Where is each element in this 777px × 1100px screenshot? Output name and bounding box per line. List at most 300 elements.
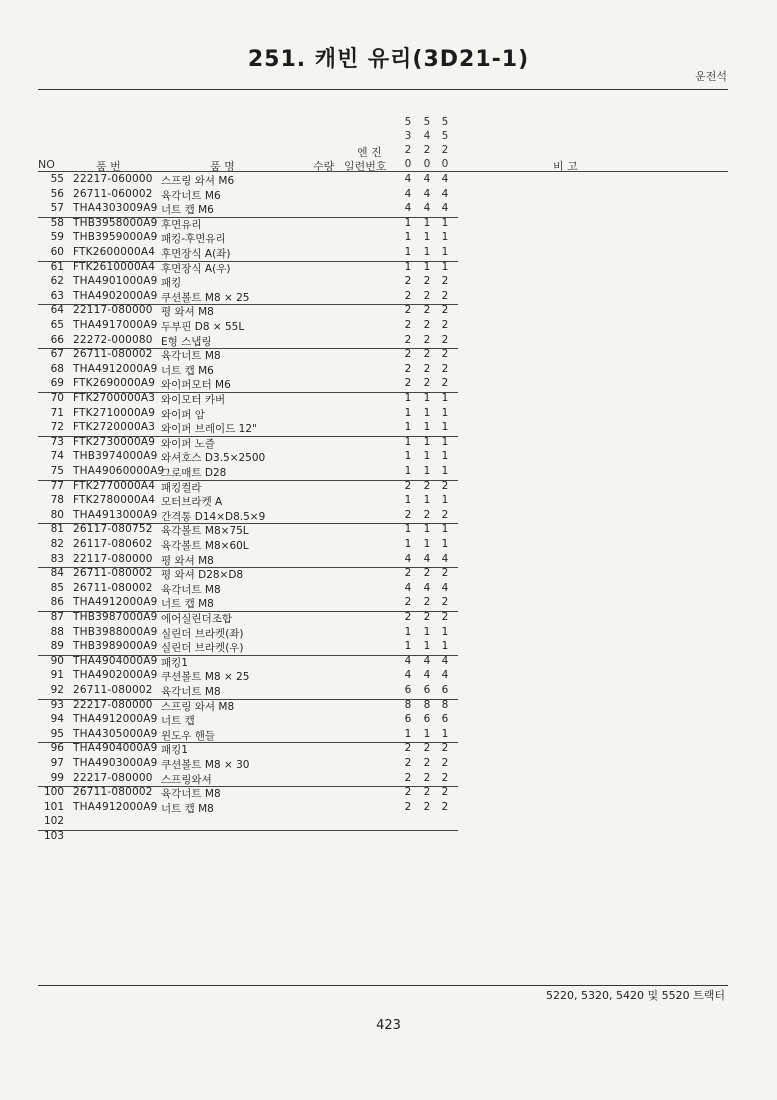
quantity-cell: 2 bbox=[423, 567, 431, 580]
quantity-cell: 2 bbox=[441, 348, 449, 361]
part-name: 쿠션볼트 M8 × 25 bbox=[161, 671, 250, 684]
quantity-cell: 4 bbox=[423, 552, 431, 565]
item-number: 83 bbox=[50, 552, 64, 565]
quantity-cell: 6 bbox=[404, 684, 412, 696]
quantity-cell: 2 bbox=[423, 377, 431, 390]
part-number: 22217-060000 bbox=[73, 173, 153, 185]
quantity-cell: 2 bbox=[441, 289, 449, 302]
table-row bbox=[38, 538, 458, 553]
item-number: 65 bbox=[50, 319, 64, 331]
table-row bbox=[38, 465, 458, 481]
table-row bbox=[38, 669, 458, 684]
table-row bbox=[38, 377, 458, 393]
quantity-cell: 4 bbox=[423, 173, 431, 185]
quantity-cell: 2 bbox=[404, 479, 412, 492]
item-number: 99 bbox=[50, 771, 64, 784]
quantity-cell: 4 bbox=[441, 581, 449, 594]
table-row bbox=[38, 772, 458, 788]
quantity-cell: 1 bbox=[404, 625, 412, 638]
quantity-cell: 1 bbox=[441, 406, 449, 419]
quantity-cell: 1 bbox=[404, 435, 412, 448]
table-row bbox=[38, 757, 458, 772]
item-number: 63 bbox=[50, 289, 64, 302]
quantity-cell: 6 bbox=[423, 684, 431, 696]
col-remarks-header: 비 고 bbox=[553, 160, 578, 173]
quantity-cell: 1 bbox=[441, 625, 449, 638]
quantity-cell: 4 bbox=[404, 173, 412, 185]
quantity-cell: 4 bbox=[423, 669, 431, 682]
table-row bbox=[38, 786, 458, 801]
table-row bbox=[38, 450, 458, 465]
col-serial-header: 일련번호 bbox=[344, 160, 387, 173]
quantity-cell: 1 bbox=[441, 538, 449, 550]
quantity-cell: 2 bbox=[441, 362, 449, 375]
part-number: 26711-080002 bbox=[73, 581, 153, 594]
quantity-cell: 2 bbox=[404, 800, 412, 813]
table-row bbox=[38, 392, 458, 407]
part-name: 육각너트 M8 bbox=[161, 350, 221, 363]
quantity-cell: 2 bbox=[441, 786, 449, 799]
quantity-cell: 1 bbox=[404, 640, 412, 653]
part-number: THA4917000A9 bbox=[73, 319, 158, 331]
table-row bbox=[38, 655, 458, 670]
table-row bbox=[38, 684, 458, 700]
item-number: 62 bbox=[50, 275, 64, 288]
part-number: 26711-080002 bbox=[73, 348, 153, 361]
quantity-cell: 1 bbox=[423, 231, 431, 244]
quantity-cell: 4 bbox=[441, 187, 449, 200]
quantity-cell: 1 bbox=[423, 406, 431, 419]
table-row bbox=[38, 261, 458, 276]
col-engine-header: 엔 진 bbox=[357, 146, 382, 159]
quantity-cell: 1 bbox=[423, 523, 431, 536]
item-number: 80 bbox=[50, 508, 64, 521]
part-name: 에어실린더조합 bbox=[161, 613, 233, 625]
quantity-cell: 1 bbox=[423, 640, 431, 653]
item-number: 102 bbox=[43, 815, 64, 828]
header-rule bbox=[38, 89, 728, 90]
model-digit: 3 bbox=[404, 130, 412, 142]
quantity-cell: 2 bbox=[404, 319, 412, 331]
part-name: 육각볼트 M8×60L bbox=[161, 540, 249, 552]
item-number: 90 bbox=[50, 654, 64, 667]
quantity-cell: 1 bbox=[423, 465, 431, 477]
table-row bbox=[38, 494, 458, 509]
quantity-cell: 1 bbox=[423, 216, 431, 229]
part-name: 스프링 와셔 M6 bbox=[161, 175, 235, 187]
part-number: 26711-060002 bbox=[73, 187, 153, 200]
quantity-cell: 2 bbox=[423, 508, 431, 521]
model-digit: 5 bbox=[441, 130, 449, 142]
table-row bbox=[38, 173, 458, 188]
table-row bbox=[38, 407, 458, 422]
item-number: 69 bbox=[50, 377, 64, 390]
part-name: E형 스냅링 bbox=[161, 335, 212, 348]
part-name: 패킹1 bbox=[161, 744, 188, 757]
quantity-cell: 1 bbox=[404, 450, 412, 463]
quantity-cell: 2 bbox=[404, 567, 412, 580]
item-number: 93 bbox=[50, 698, 64, 711]
quantity-cell: 1 bbox=[441, 216, 449, 229]
model-digit: 5 bbox=[441, 116, 449, 128]
part-name: 패킹컬라 bbox=[161, 481, 202, 494]
quantity-cell: 1 bbox=[423, 260, 431, 273]
part-number: THB3988000A9 bbox=[73, 625, 158, 638]
table-row bbox=[38, 436, 458, 451]
part-number: 22117-080000 bbox=[73, 304, 153, 317]
part-number: FTK2720000A3 bbox=[73, 421, 156, 434]
quantity-cell: 1 bbox=[441, 494, 449, 507]
quantity-cell: 2 bbox=[441, 757, 449, 769]
quantity-cell: 2 bbox=[404, 596, 412, 609]
part-name: 육각너트 M8 bbox=[161, 788, 221, 801]
item-number: 84 bbox=[50, 567, 64, 580]
part-number: FTK2700000A3 bbox=[73, 392, 156, 404]
part-name: 두부핀 D8 × 55L bbox=[161, 321, 245, 333]
quantity-cell: 2 bbox=[404, 742, 412, 755]
part-number: FTK2710000A9 bbox=[73, 406, 156, 419]
quantity-cell: 2 bbox=[441, 319, 449, 331]
page-title: 251. 캐빈 유리(3D21-1) bbox=[247, 47, 530, 72]
model-digit: 0 bbox=[423, 158, 431, 170]
model-digit: 0 bbox=[404, 158, 412, 170]
table-row bbox=[38, 742, 458, 757]
table-row bbox=[38, 830, 458, 845]
part-name: 패킹-후면유리 bbox=[161, 233, 226, 246]
table-row bbox=[38, 202, 458, 218]
part-name: 패킹1 bbox=[161, 656, 188, 669]
quantity-cell: 2 bbox=[423, 319, 431, 331]
quantity-cell: 6 bbox=[441, 684, 449, 696]
page-number: 423 bbox=[376, 1018, 401, 1033]
quantity-cell: 4 bbox=[441, 669, 449, 682]
quantity-cell: 1 bbox=[441, 421, 449, 434]
table-row bbox=[38, 246, 458, 262]
item-number: 87 bbox=[50, 611, 64, 623]
part-number: FTK2690000A9 bbox=[73, 377, 156, 390]
quantity-cell: 2 bbox=[441, 742, 449, 755]
quantity-cell: 1 bbox=[441, 435, 449, 448]
item-number: 64 bbox=[50, 304, 64, 317]
part-name: 후면장식 A(우) bbox=[161, 262, 231, 275]
quantity-cell: 4 bbox=[404, 187, 412, 200]
quantity-cell: 1 bbox=[404, 406, 412, 419]
part-name: 쿠션볼트 M8 × 25 bbox=[161, 291, 250, 304]
part-name: 너트 캡 M8 bbox=[161, 598, 214, 611]
table-row bbox=[38, 290, 458, 306]
quantity-cell: 2 bbox=[404, 508, 412, 521]
quantity-cell: 2 bbox=[404, 757, 412, 769]
item-number: 77 bbox=[50, 479, 64, 492]
part-name: 모터브라켓 A bbox=[161, 496, 223, 509]
part-name: 후면유리 bbox=[161, 218, 202, 231]
part-name: 와이퍼모터 M6 bbox=[161, 379, 231, 392]
col-no-header: NO bbox=[38, 158, 55, 171]
item-number: 86 bbox=[50, 596, 64, 609]
quantity-cell: 4 bbox=[404, 581, 412, 594]
quantity-cell: 1 bbox=[441, 465, 449, 477]
item-number: 70 bbox=[50, 392, 64, 404]
quantity-cell: 1 bbox=[404, 523, 412, 536]
quantity-cell: 4 bbox=[404, 669, 412, 682]
table-row bbox=[38, 188, 458, 203]
quantity-cell: 2 bbox=[423, 304, 431, 317]
part-number: THA4902000A9 bbox=[73, 669, 158, 682]
quantity-cell: 2 bbox=[441, 771, 449, 784]
quantity-cell: 1 bbox=[404, 231, 412, 244]
quantity-cell: 4 bbox=[423, 187, 431, 200]
table-row bbox=[38, 640, 458, 656]
table-row bbox=[38, 626, 458, 641]
quantity-cell: 1 bbox=[423, 392, 431, 404]
item-number: 74 bbox=[50, 450, 64, 463]
part-name: 너트 캡 bbox=[161, 715, 195, 728]
table-row bbox=[38, 611, 458, 626]
part-name: 평 와셔 M8 bbox=[161, 554, 214, 567]
table-row bbox=[38, 699, 458, 714]
quantity-cell: 1 bbox=[441, 246, 449, 258]
part-number: THA4305000A9 bbox=[73, 727, 158, 740]
quantity-cell: 2 bbox=[423, 348, 431, 361]
part-number: THA4912000A9 bbox=[73, 596, 158, 609]
model-digit: 2 bbox=[441, 144, 449, 156]
part-name: 와이퍼 브레이드 12" bbox=[161, 423, 257, 436]
table-row bbox=[38, 275, 458, 290]
item-number: 95 bbox=[50, 727, 64, 740]
item-number: 67 bbox=[50, 348, 64, 361]
part-name: 와셔호스 D3.5×2500 bbox=[161, 452, 266, 465]
quantity-cell: 6 bbox=[423, 713, 431, 726]
quantity-cell: 1 bbox=[404, 421, 412, 434]
quantity-cell: 1 bbox=[404, 494, 412, 507]
quantity-cell: 2 bbox=[423, 479, 431, 492]
quantity-cell: 8 bbox=[441, 698, 449, 711]
table-row bbox=[38, 801, 458, 816]
item-number: 66 bbox=[50, 333, 64, 346]
part-number: THA4303009A9 bbox=[73, 202, 158, 215]
part-name: 와이퍼 암 bbox=[161, 408, 205, 421]
part-name: 육각너트 M8 bbox=[161, 583, 221, 596]
section-label: 운전석 bbox=[695, 70, 727, 83]
quantity-cell: 2 bbox=[441, 479, 449, 492]
part-name: 실린더 브라켓(우) bbox=[161, 642, 244, 655]
part-name: 간격통 D14×D8.5×9 bbox=[161, 510, 266, 523]
quantity-cell: 1 bbox=[441, 523, 449, 536]
item-number: 91 bbox=[50, 669, 64, 682]
quantity-cell: 1 bbox=[423, 421, 431, 434]
quantity-cell: 4 bbox=[404, 202, 412, 215]
part-number: THA4912000A9 bbox=[73, 713, 158, 726]
quantity-cell: 2 bbox=[404, 611, 412, 623]
quantity-cell: 4 bbox=[441, 654, 449, 667]
quantity-cell: 2 bbox=[404, 377, 412, 390]
part-number: 26711-080002 bbox=[73, 786, 153, 799]
part-name: 패킹 bbox=[161, 277, 182, 290]
quantity-cell: 1 bbox=[441, 450, 449, 463]
item-number: 71 bbox=[50, 406, 64, 419]
item-number: 82 bbox=[50, 538, 64, 550]
quantity-cell: 2 bbox=[404, 348, 412, 361]
part-name: 후면장식 A(좌) bbox=[161, 248, 231, 260]
quantity-cell: 2 bbox=[441, 508, 449, 521]
part-number: THA4901000A9 bbox=[73, 275, 158, 288]
item-number: 85 bbox=[50, 581, 64, 594]
quantity-cell: 6 bbox=[441, 713, 449, 726]
table-row bbox=[38, 363, 458, 378]
part-name: 너트 캡 M6 bbox=[161, 204, 214, 217]
table-row bbox=[38, 509, 458, 525]
table-row bbox=[38, 553, 458, 569]
table-row bbox=[38, 304, 458, 319]
part-number: THA4913000A9 bbox=[73, 508, 158, 521]
table-row bbox=[38, 567, 458, 582]
quantity-cell: 2 bbox=[423, 800, 431, 813]
item-number: 58 bbox=[50, 216, 64, 229]
part-name: 평 와셔 D28×D8 bbox=[161, 569, 244, 582]
quantity-cell: 1 bbox=[404, 465, 412, 477]
quantity-cell: 2 bbox=[404, 304, 412, 317]
table-row bbox=[38, 348, 458, 363]
quantity-cell: 8 bbox=[423, 698, 431, 711]
footer-models: 5220, 5320, 5420 및 5520 트랙터 bbox=[546, 989, 725, 1002]
item-number: 73 bbox=[50, 435, 64, 448]
quantity-cell: 1 bbox=[423, 538, 431, 550]
col-name-header: 품 명 bbox=[210, 160, 235, 173]
item-number: 72 bbox=[50, 421, 64, 434]
table-row bbox=[38, 815, 458, 831]
model-digit: 0 bbox=[441, 158, 449, 170]
quantity-cell: 1 bbox=[423, 246, 431, 258]
quantity-cell: 4 bbox=[441, 202, 449, 215]
quantity-cell: 2 bbox=[441, 800, 449, 813]
quantity-cell: 1 bbox=[404, 538, 412, 550]
quantity-cell: 2 bbox=[441, 304, 449, 317]
quantity-cell: 2 bbox=[423, 757, 431, 769]
part-name: 육각볼트 M8×75L bbox=[161, 525, 249, 538]
quantity-cell: 1 bbox=[423, 727, 431, 740]
quantity-cell: 8 bbox=[404, 698, 412, 711]
model-digit: 5 bbox=[404, 116, 412, 128]
quantity-cell: 2 bbox=[441, 611, 449, 623]
quantity-cell: 2 bbox=[441, 567, 449, 580]
item-number: 75 bbox=[50, 465, 64, 477]
part-number: 26711-080002 bbox=[73, 684, 153, 696]
quantity-cell: 2 bbox=[441, 596, 449, 609]
quantity-cell: 2 bbox=[441, 377, 449, 390]
part-number: THB3989000A9 bbox=[73, 640, 158, 653]
quantity-cell: 1 bbox=[441, 392, 449, 404]
quantity-cell: 2 bbox=[404, 786, 412, 799]
item-number: 60 bbox=[50, 246, 64, 258]
quantity-cell: 1 bbox=[423, 450, 431, 463]
part-number: THA4912000A9 bbox=[73, 800, 158, 813]
part-name: 와이퍼 노즐 bbox=[161, 437, 216, 450]
part-name: 실린더 브라켓(좌) bbox=[161, 627, 244, 640]
quantity-cell: 4 bbox=[423, 654, 431, 667]
quantity-cell: 2 bbox=[423, 611, 431, 623]
quantity-cell: 1 bbox=[404, 260, 412, 273]
col-part-no-header: 품 번 bbox=[96, 160, 121, 173]
part-number: THB3958000A9 bbox=[73, 216, 158, 229]
part-number: FTK2780000A4 bbox=[73, 494, 156, 507]
part-name: 너트 캡 M6 bbox=[161, 364, 214, 377]
part-number: THB3974000A9 bbox=[73, 450, 158, 463]
part-number: FTK2600000A4 bbox=[73, 246, 156, 258]
part-number: 26117-080752 bbox=[73, 523, 153, 536]
quantity-cell: 4 bbox=[423, 202, 431, 215]
quantity-cell: 2 bbox=[423, 742, 431, 755]
part-number: THA4912000A9 bbox=[73, 362, 158, 375]
part-name: 쿠션볼트 M8 × 30 bbox=[161, 759, 250, 771]
footer-rule bbox=[38, 985, 728, 986]
item-number: 57 bbox=[50, 202, 64, 215]
part-name: 스프링와셔 bbox=[161, 773, 212, 786]
part-number: 22272-000080 bbox=[73, 333, 153, 346]
part-number: THA49060000A9 bbox=[73, 465, 165, 477]
item-number: 56 bbox=[50, 187, 64, 200]
item-number: 59 bbox=[50, 231, 64, 244]
table-row bbox=[38, 480, 458, 495]
part-number: 26711-080002 bbox=[73, 567, 153, 580]
quantity-cell: 1 bbox=[404, 246, 412, 258]
quantity-cell: 1 bbox=[441, 640, 449, 653]
quantity-cell: 4 bbox=[404, 552, 412, 565]
item-number: 68 bbox=[50, 362, 64, 375]
part-name: 윈도우 핸들 bbox=[161, 729, 216, 742]
part-name: 그로매트 D28 bbox=[161, 467, 227, 479]
part-name: 육각너트 M8 bbox=[161, 686, 221, 698]
quantity-cell: 2 bbox=[404, 771, 412, 784]
quantity-cell: 2 bbox=[423, 333, 431, 346]
quantity-cell: 1 bbox=[423, 435, 431, 448]
part-number: FTK2730000A9 bbox=[73, 435, 156, 448]
part-number: THA4904000A9 bbox=[73, 742, 158, 755]
quantity-cell: 2 bbox=[423, 275, 431, 288]
part-number: 26117-080602 bbox=[73, 538, 153, 550]
col-qty-header: 수량 bbox=[313, 160, 335, 173]
table-row bbox=[38, 582, 458, 597]
table-row bbox=[38, 319, 458, 334]
quantity-cell: 6 bbox=[404, 713, 412, 726]
quantity-cell: 1 bbox=[441, 231, 449, 244]
table-header-rule bbox=[38, 171, 728, 172]
quantity-cell: 2 bbox=[404, 333, 412, 346]
quantity-cell: 4 bbox=[404, 654, 412, 667]
item-number: 78 bbox=[50, 494, 64, 507]
item-number: 101 bbox=[43, 800, 64, 813]
quantity-cell: 2 bbox=[423, 362, 431, 375]
quantity-cell: 1 bbox=[441, 727, 449, 740]
quantity-cell: 1 bbox=[441, 260, 449, 273]
quantity-cell: 2 bbox=[423, 786, 431, 799]
table-row bbox=[38, 231, 458, 246]
quantity-cell: 2 bbox=[423, 596, 431, 609]
item-number: 81 bbox=[50, 523, 64, 536]
quantity-cell: 1 bbox=[423, 625, 431, 638]
quantity-cell: 4 bbox=[441, 173, 449, 185]
quantity-cell: 4 bbox=[423, 581, 431, 594]
table-row bbox=[38, 217, 458, 232]
part-name: 육각너트 M6 bbox=[161, 189, 221, 202]
item-number: 103 bbox=[43, 830, 64, 842]
quantity-cell: 2 bbox=[404, 289, 412, 302]
part-name: 평 와셔 M8 bbox=[161, 306, 214, 319]
part-number: THB3987000A9 bbox=[73, 611, 158, 623]
item-number: 97 bbox=[50, 757, 64, 769]
table-row bbox=[38, 523, 458, 538]
quantity-cell: 1 bbox=[404, 216, 412, 229]
item-number: 100 bbox=[43, 786, 64, 799]
